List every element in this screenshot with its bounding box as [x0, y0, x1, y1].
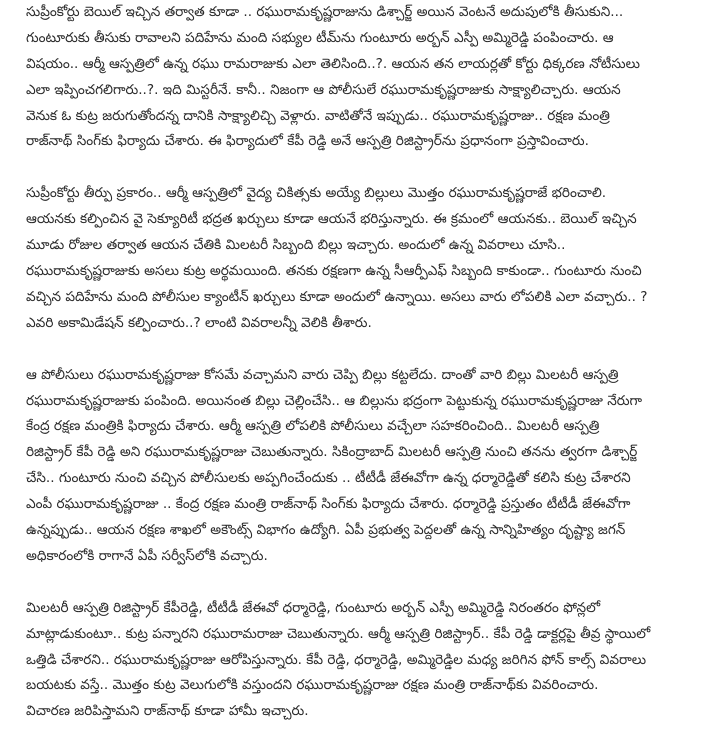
paragraph-spacer: [26, 337, 691, 363]
paragraph-line: మిలటరీ ఆస్పత్రి రిజిస్ట్రార్ కేపీరెడ్డి, టీటీడీ జేఈవో ధర్మారెడ్డి, గుంటూరు అర్బన్ ఎస్పీ అమ్మిరెడ్డి నిరంతరం ఫోన్లలో: [26, 599, 601, 616]
paragraph-line: గుంటూరుకు తీసుకు రావాలని పదిహేను మంది సభ్యుల టీమ్‌ను గుంటూరు అర్బన్ ఎస్పీ అమ్మిరెడ్డి పంపించారు. ఆ: [26, 29, 614, 46]
paragraph-line: ఒత్తిడి చేశారని.. రఘురామకృష్ణరాజు ఆరోపిస్తున్నారు. కేపీ రెడ్డి, ధర్మారెడ్డి, అమ్మిరెడ్డిల మధ్య జరిగిన ఫోన్ కాల్స్ వివరాలు: [26, 651, 647, 668]
paragraph-1: [26, 0, 691, 155]
paragraph-line: రిజిస్ట్రార్ కేపీ రెడ్డి అని రఘురామకృష్ణరాజు చెబుతున్నారు. సికింద్రాబాద్ మిలటరీ ఆస్పత్రి నుంచి తనను త్వరగా డిశ్చార్జ్: [26, 444, 638, 461]
article-body: [26, 0, 691, 725]
paragraph-line: రఘురామకృష్ణరాజుకు పంపింది. అయినంత బిల్లు చెల్లించేసి.. ఆ బిల్లును భద్రంగా పెట్టుకున్న రఘురామకృష్ణరాజు నేరుగా: [26, 392, 643, 409]
paragraph-line: ఎవరి అకామిడేషన్ కల్పించారు..? లాంటి వివరాలన్నీ వెలికి తీశారు.: [26, 314, 372, 331]
paragraph-line: విషయం.. ఆర్మీ ఆస్పత్రిలో ఉన్న రఘు రామరాజుకు ఎలా తెలిసింది..?. ఆయన తన లాయర్లతో కోర్టు ధిక్కరణ నోటీసులు: [26, 55, 640, 72]
paragraph-line: చేసి.. గుంటూరు నుంచి వచ్చిన పోలీసులకు అప్పగించేందుకు .. టీటీడీ జేఈవోగా ఉన్న ధర్మారెడ్డితో కలిసి కుట్ర చేశారని: [26, 470, 631, 487]
paragraph-line: కేంద్ర రక్షణ మంత్రికి ఫిర్యాదు చేశారు. ఆర్మీ ఆస్పత్రి లోపలికి పోలీసులు వచ్చేలా సహకరించింది.. మిలటరీ ఆస్పత్రి: [26, 418, 600, 435]
paragraph-3: [26, 363, 691, 570]
paragraph-line: రాజ్‌నాథ్ సింగ్‌కు ఫిర్యాదు చేశారు. ఈ ఫిర్యాదులో కేపీ రెడ్డి అనే ఆస్పత్రి రిజిస్ట్రార్‌ను ప్రధానంగా ప్రస్తావించారు.: [26, 133, 589, 150]
paragraph-spacer: [26, 570, 691, 596]
paragraph-line: ఎలా ఇప్పించగలిగారు..?. ఇది మిస్టరీనే. కానీ.. నిజంగా ఆ పోలీసులే రఘురామకృష్ణరాజుకు సాక్ష్యాలిచ్చారు. ఆయన: [26, 81, 621, 98]
paragraph-line: ఎంపీ రఘురామకృష్ణరాజు .. కేంద్ర రక్షణ మంత్రి రాజ్‌నాథ్ సింగ్‌కు ఫిర్యాదు చేశారు. ధర్మారెడ్డి ప్రస్తుతం టీటీడీ జేఈవోగా: [26, 496, 631, 513]
paragraph-line: బయటకు వస్తే.. మొత్తం కుట్ర వెలుగులోకి వస్తుందని రఘురామకృష్ణరాజు రక్షణ మంత్రి రాజ్‌నాథ్‌కు వివరించారు.: [26, 677, 599, 694]
paragraph-2: [26, 181, 691, 336]
paragraph-line: ఆయనకు కల్పించిన వై సెక్యూరిటీ భద్రత ఖర్చులు కూడా ఆయనే భరిస్తున్నారు. ఈ క్రమంలో ఆయనకు.. బెయిల్ ఇచ్చిన: [26, 211, 637, 228]
paragraph-line: ఉన్నప్పుడు.. ఆయన రక్షణ శాఖలో అకౌంట్స్ విభాగం ఉద్యోగి. ఏపీ ప్రభుత్వ పెద్దలతో ఉన్న సాన్నిహిత్యం దృష్ట్యా జగన్: [26, 522, 626, 539]
paragraph-line: ఆ పోలీసులు రఘురామకృష్ణరాజు కోసమే వచ్చామని వారు చెప్పి బిల్లు కట్టలేదు. దాంతో వారి బిల్లు మిలటరీ ఆస్పత్రి: [26, 366, 619, 383]
paragraph-line: సుప్రీంకోర్టు తీర్పు ప్రకారం.. ఆర్మీ ఆస్పత్రిలో వైద్య చికిత్సకు అయ్యే బిల్లులు మొత్తం రఘురామకృష్ణరాజే భరించాలి.: [26, 185, 607, 202]
paragraph-line: వెనుక ఓ కుట్ర జరుగుతోందన్న దానికి సాక్ష్యాలిచ్చి వెళ్లారు. వాటితోనే ఇప్పుడు.. రఘురామకృష్ణరాజు.. రక్షణ మంత్రి: [26, 107, 610, 124]
paragraph-spacer: [26, 155, 691, 181]
paragraph-line: మూడు రోజుల తర్వాత ఆయన చేతికి మిలటరీ సిబ్బంది బిల్లు ఇచ్చారు. అందులో ఉన్న వివరాలు చూసి..: [26, 237, 566, 254]
paragraph-line: అధికారంలోకి రాగానే ఏపీ సర్వీస్‌లోకి వచ్చారు.: [26, 547, 268, 564]
paragraph-line: రఘురామకృష్ణరాజుకు అసలు కుట్ర అర్థమయింది. తనకు రక్షణగా ఉన్న సీఆర్పీఎఫ్ సిబ్బంది కాకుండా.. గుంటూరు నుంచి: [26, 263, 642, 280]
paragraph-line: వచ్చిన పదిహేను మంది పోలీసుల క్యాంటీన్ ఖర్చులు కూడా అందులో ఉన్నాయి. అసలు వారు లోపలికి ఎలా వచ్చారు.. ?: [26, 288, 648, 305]
paragraph-line: విచారణ జరిపిస్తామని రాజ్‌నాథ్ కూడా హామీ ఇచ్చారు.: [26, 703, 309, 720]
paragraph-line: సుప్రీంకోర్టు బెయిల్ ఇచ్చిన తర్వాత కూడా .. రఘురామకృష్ణరాజును డిశ్చార్జ్ అయిన వెంటనే అదుపులోకి తీసుకుని...: [26, 4, 624, 20]
paragraph-4: [26, 596, 691, 725]
paragraph-line: మాట్లాడుకుంటూ.. కుట్ర పన్నారని రఘురామరాజు చెబుతున్నారు. ఆర్మీ ఆస్పత్రి రిజిస్ట్రార్.. కేపీ రెడ్డి డాక్టర్లపై తీవ్ర స్థాయిలో: [26, 625, 651, 642]
